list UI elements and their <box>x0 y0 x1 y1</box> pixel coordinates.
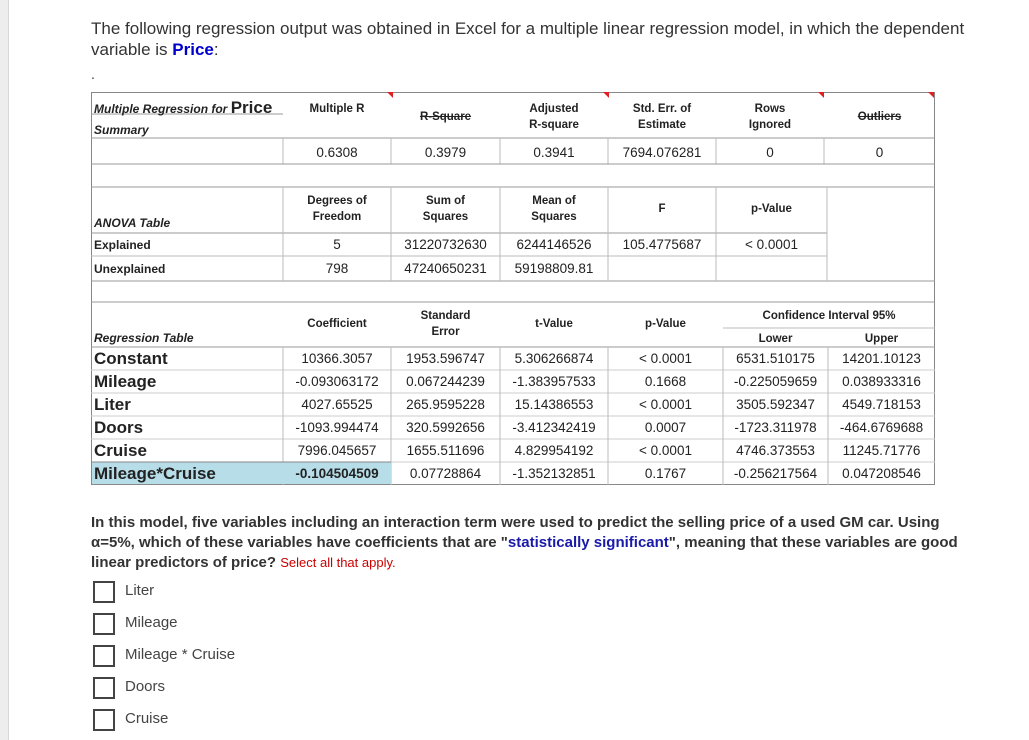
anova-row-label: Unexplained <box>94 262 166 276</box>
regression-se: 320.5992656 <box>406 420 485 435</box>
option-label[interactable]: Liter <box>125 582 155 599</box>
regression-se: 0.07728864 <box>409 466 482 481</box>
regression-se: 1655.511696 <box>406 443 485 458</box>
hdr-r-square: R-Square <box>419 111 472 123</box>
checkbox[interactable] <box>93 581 115 603</box>
regression-coef: 10366.3057 <box>301 351 373 366</box>
hdr-std-err: Std. Err. of Estimate <box>632 103 692 131</box>
regression-coef: -1093.994474 <box>295 420 379 435</box>
checkbox[interactable] <box>93 645 115 667</box>
regression-upper: -464.6769688 <box>839 420 924 435</box>
summary-value: 7694.076281 <box>622 145 702 160</box>
anova-ss: 47240650231 <box>404 261 487 276</box>
regression-p: 0.0007 <box>644 420 687 435</box>
summary-title <box>94 98 272 118</box>
regression-row-label: Cruise <box>94 441 147 460</box>
regression-se: 265.9595228 <box>406 397 485 412</box>
question-emphasis: statistically significant <box>507 534 669 551</box>
hdr-confidence-interval: Confidence Interval 95% <box>762 310 896 322</box>
regression-lower: -0.225059659 <box>733 374 818 389</box>
hdr-standard-error: Standard Error <box>420 310 471 338</box>
question-note: Select all that apply. <box>280 555 396 570</box>
regression-coef: 4027.65525 <box>301 397 373 412</box>
hdr-t-value: t-Value <box>535 318 573 330</box>
regression-title: Regression Table <box>94 331 194 345</box>
regression-upper: 14201.10123 <box>842 351 921 366</box>
hdr-p-value: p-Value <box>645 318 686 330</box>
regression-t: 4.829954192 <box>514 443 594 458</box>
checkbox[interactable] <box>93 677 115 699</box>
regression-p: < 0.0001 <box>639 443 692 458</box>
summary-value: 0 <box>766 145 774 160</box>
regression-p: < 0.0001 <box>639 351 692 366</box>
regression-upper: 0.047208546 <box>842 466 921 481</box>
regression-lower: -0.256217564 <box>733 466 818 481</box>
anova-df: 5 <box>333 237 341 252</box>
anova-row-label: Explained <box>94 238 151 252</box>
hdr-outliers: Outliers <box>857 111 902 123</box>
anova-df: 798 <box>325 261 349 276</box>
regression-se: 0.067244239 <box>406 374 485 389</box>
anova-ss: 31220732630 <box>404 237 487 252</box>
regression-lower: 6531.510175 <box>736 351 815 366</box>
checkbox[interactable] <box>93 613 115 635</box>
regression-row-label: Doors <box>94 418 144 437</box>
hdr-anova-p-value: p-Value <box>751 203 792 215</box>
question-part-1: In this model, five variables including an interaction term were used to predict the selling price of a used GM car. Using α=5%, which of these variables have coefficients that are " <box>91 514 940 551</box>
regression-output <box>91 92 935 485</box>
anova-title: ANOVA Table <box>94 216 171 230</box>
hdr-upper: Upper <box>864 333 899 345</box>
regression-t: -1.352132851 <box>512 466 596 481</box>
regression-p: 0.1668 <box>644 374 687 389</box>
hdr-adjusted-r-square: Adjusted R-square <box>529 103 579 131</box>
regression-row-label: Mileage*Cruise <box>94 464 216 483</box>
regression-lower: 3505.592347 <box>736 397 815 412</box>
dependent-variable: Price <box>172 40 214 59</box>
summary-value: 0.3941 <box>533 145 575 160</box>
anova-f: 105.4775687 <box>622 237 702 252</box>
regression-p: < 0.0001 <box>639 397 692 412</box>
regression-coef: 7996.045657 <box>297 443 377 458</box>
anova-ms: 59198809.81 <box>514 261 594 276</box>
hdr-f: F <box>658 203 666 215</box>
hdr-multiple-r: Multiple R <box>309 103 365 115</box>
regression-t: 5.306266874 <box>514 351 594 366</box>
regression-upper: 11245.71776 <box>842 443 921 458</box>
summary-title-dep: Price <box>230 98 273 117</box>
separator-dot: . <box>91 66 95 82</box>
anova-p: < 0.0001 <box>745 237 798 252</box>
summary-value: 0 <box>875 145 884 160</box>
regression-row-label: Liter <box>94 395 131 414</box>
question-part-2: ", meaning that these variables are good linear predictors of price? <box>91 534 958 571</box>
regression-upper: 0.038933316 <box>842 374 921 389</box>
hdr-degrees-of-freedom: Degrees of Freedom <box>307 195 367 223</box>
hdr-sum-of-squares: Sum of Squares <box>422 195 469 223</box>
summary-value: 0.6308 <box>316 145 358 160</box>
regression-upper: 4549.718153 <box>842 397 921 412</box>
left-margin-bar <box>0 0 9 740</box>
hdr-lower: Lower <box>758 333 793 345</box>
hdr-rows-ignored: Rows Ignored <box>748 103 792 131</box>
regression-coef: -0.104504509 <box>295 466 379 481</box>
regression-p: 0.1767 <box>644 466 687 481</box>
regression-se: 1953.596747 <box>406 351 485 366</box>
summary-subtitle: Summary <box>94 123 149 137</box>
regression-t: -1.383957533 <box>512 374 596 389</box>
question-text <box>91 513 971 573</box>
option-label[interactable]: Doors <box>125 678 166 695</box>
intro-text: The following regression output was obtained in Excel for a multiple linear regression model, in which the dependent variable is <box>91 19 965 59</box>
regression-coef: -0.093063172 <box>295 374 379 389</box>
summary-title-prefix: Multiple Regression for <box>94 102 228 116</box>
option-label[interactable]: Cruise <box>125 710 169 727</box>
hdr-coefficient: Coefficient <box>307 318 367 330</box>
intro-colon: : <box>213 40 219 59</box>
regression-t: -3.412342419 <box>512 420 596 435</box>
option-label[interactable]: Mileage <box>125 614 178 631</box>
regression-lower: -1723.311978 <box>734 420 817 435</box>
regression-row-label: Constant <box>94 349 168 368</box>
regression-row-label: Mileage <box>94 372 157 391</box>
summary-value: 0.3979 <box>424 145 467 160</box>
anova-ms: 6244146526 <box>516 237 592 252</box>
regression-lower: 4746.373553 <box>736 443 815 458</box>
checkbox[interactable] <box>93 709 115 731</box>
regression-t: 15.14386553 <box>514 397 594 412</box>
option-label[interactable]: Mileage * Cruise <box>125 646 236 663</box>
intro-paragraph <box>91 18 971 60</box>
hdr-mean-of-squares: Mean of Squares <box>531 195 577 223</box>
